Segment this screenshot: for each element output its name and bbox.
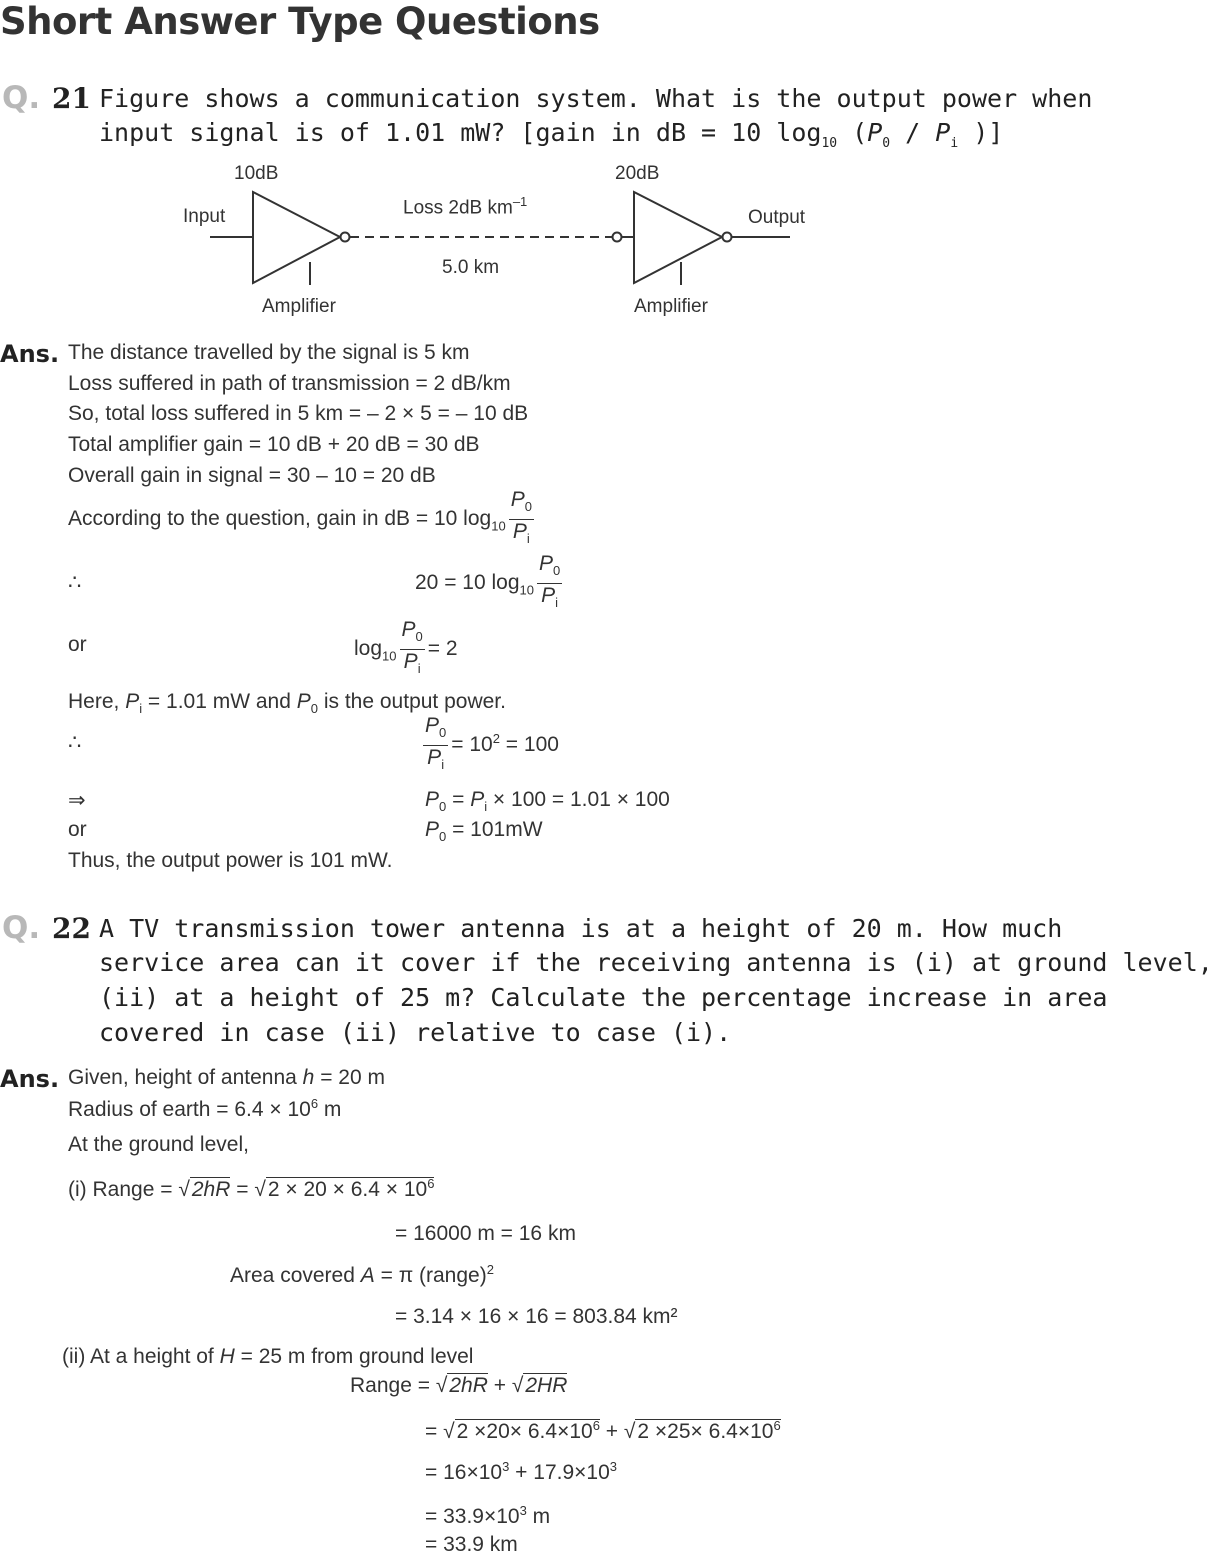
- amplifier-2-input-node: [613, 233, 622, 242]
- range-substitution-ii: = $√2 \times 20\times 6.4\times 10^6 + √2 \times 25\times 6.4\times 10^6$: [425, 1418, 781, 1443]
- answer-21-line-2: Loss suffered in path of transmission = 2 dB/km: [68, 372, 511, 395]
- question-21-line-1: Figure shows a communication system. What is the output power when: [99, 84, 1093, 113]
- area-result: = 3.14 × 16 × 16 = 803.84 km²: [395, 1305, 678, 1328]
- output-label: Output: [748, 207, 806, 228]
- answer-21-gain-formula: According to the question, gain in dB = 10 $\log_{10}$ $\frac{P_0}{P_i}$: [68, 488, 537, 551]
- range-formula-ii: Range = √2hR + √2HR: [350, 1374, 568, 1397]
- answer-21-here-line: Here, $P_i = 1.01$ mW and $P_0$ is the output power.: [68, 690, 506, 717]
- question-21-line-2: input signal is of 1.01 mW? [gain in dB = 10 $\log_{10} (P_0 / P_i$ )]: [99, 118, 1004, 151]
- output-node: [723, 233, 732, 242]
- input-label: Input: [183, 206, 226, 227]
- amplifier-1-triangle: [253, 192, 340, 283]
- question-22-line-3: (ii) at a height of 25 m? Calculate the percentage increase in area: [99, 983, 1108, 1012]
- or-label-1: or: [68, 633, 87, 656]
- question-22-line-2: service area can it cover if the receiving antenna is (i) at ground level,: [99, 948, 1213, 977]
- question-number-21: 21: [52, 82, 91, 115]
- therefore-symbol-1: ∴: [68, 571, 82, 594]
- gain-1-label: 10dB: [234, 163, 279, 184]
- amplifier-2-triangle: [634, 192, 722, 283]
- therefore-symbol-2: ∴: [68, 731, 82, 754]
- question-number-22: 22: [52, 912, 91, 945]
- communication-system-diagram: [0, 150, 998, 330]
- range-result-i: = 16000 m = 16 km: [395, 1222, 576, 1245]
- equation-ratio-100: $\frac{P_0}{P_i}$ = $10^2 = 100$: [425, 714, 559, 773]
- implies-symbol: ⇒: [68, 789, 86, 812]
- amplifier-1-label: Amplifier: [262, 296, 336, 317]
- equation-log-equals-2: $\log_{10}$ $\frac{P_0}{P_i}$ = 2: [354, 618, 458, 677]
- answer-21-line-1: The distance travelled by the signal is 5 km: [68, 341, 470, 364]
- gain-2-label: 20dB: [615, 163, 660, 184]
- range-sum-ii: = $16\times 10^3 + 17.9\times 10^3$: [425, 1459, 617, 1484]
- question-22-line-1: A TV transmission tower antenna is at a height of 20 m. How much: [99, 914, 1063, 943]
- answer-21-label: Ans.: [0, 340, 60, 368]
- equation-p0-product: $P_0 = P_i \times 100 = 1.01 \times 100$: [425, 788, 670, 815]
- amplifier-2-label: Amplifier: [634, 296, 708, 317]
- answer-21-line-4: Total amplifier gain = 10 dB + 20 dB = 30 dB: [68, 433, 480, 456]
- fraction-p0-pi: $\frac{P_0}{P_i}$: [510, 488, 532, 547]
- area-formula: Area covered A = π (range)$^2$: [230, 1262, 494, 1287]
- answer-21-line-5: Overall gain in signal = 30 – 10 = 20 dB: [68, 464, 436, 487]
- question-mark-21: Q.: [2, 80, 41, 116]
- equation-p0-result: $P_0 = 101mW$: [425, 818, 543, 845]
- question-22-line-4: covered in case (ii) relative to case (i).: [99, 1018, 732, 1047]
- answer-22-line-3: At the ground level,: [68, 1133, 249, 1156]
- question-mark-22: Q.: [2, 910, 41, 946]
- range-formula-i: (i) Range = $√2hR = √2 \times 20 \times 6.4 \times 10^6$: [68, 1176, 435, 1201]
- answer-21-line-3: So, total loss suffered in 5 km = – 2 × 5 = – 10 dB: [68, 402, 529, 425]
- loss-label: Loss 2dB $km^{-1}$: [403, 194, 528, 219]
- amplifier-1-output-node: [341, 233, 350, 242]
- range-km-ii: = 33.9 km: [425, 1533, 518, 1556]
- section-heading: Short Answer Type Questions: [0, 0, 600, 43]
- answer-22-label: Ans.: [0, 1065, 60, 1093]
- or-label-2: or: [68, 818, 87, 841]
- case-ii-heading: (ii) At a height of H = 25 m from ground level: [62, 1345, 474, 1368]
- distance-label: 5.0 km: [442, 257, 500, 278]
- answer-22-line-2: Radius of earth = $6.4 \times 10^6$ m: [68, 1096, 342, 1121]
- range-total-ii: = $33.9\times 10^3$ m: [425, 1503, 551, 1528]
- answer-22-line-1: Given, height of antenna h = 20 m: [68, 1066, 385, 1089]
- equation-20-equals: 20 = 10 $\log_{10}$ $\frac{P_0}{P_i}$: [415, 552, 561, 611]
- answer-21-conclusion: Thus, the output power is 101 mW.: [68, 849, 393, 872]
